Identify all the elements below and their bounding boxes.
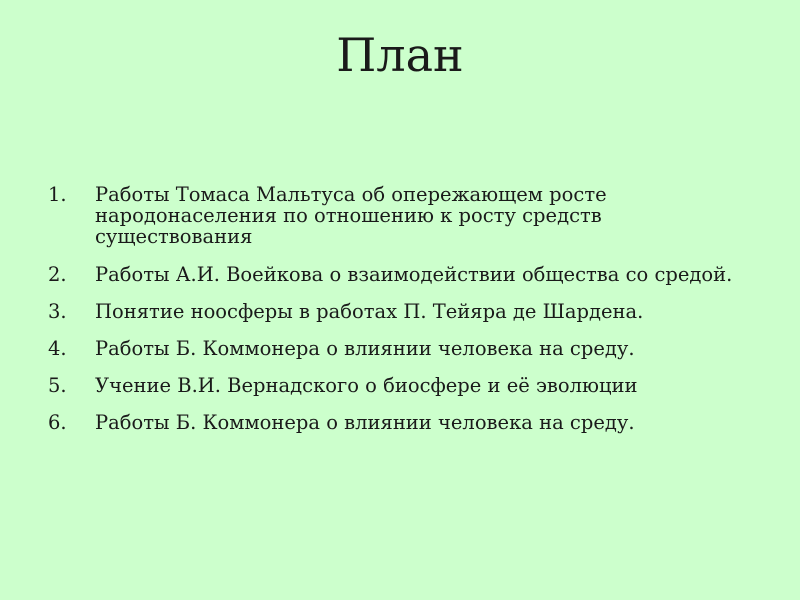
- plan-item-4: [48, 338, 748, 359]
- plan-item-2: [48, 264, 748, 285]
- plan-list: [48, 184, 748, 449]
- plan-item-text: Учение В.И. Вернадского о биосфере и её эволюции: [95, 374, 638, 397]
- plan-item-number: 5.: [48, 374, 67, 397]
- plan-item-text: Работы Б. Коммонера о влиянии человека на среду.: [95, 411, 635, 434]
- plan-item-number: 2.: [48, 263, 67, 286]
- plan-item-number: 4.: [48, 337, 67, 360]
- plan-item-5: [48, 375, 748, 396]
- plan-item-number: 3.: [48, 300, 67, 323]
- plan-item-text: Работы Томаса Мальтуса об опережающем росте народонаселения по отношению к росту средств существования: [95, 183, 607, 248]
- plan-item-3: [48, 301, 748, 322]
- plan-item-text: Понятие ноосферы в работах П. Тейяра де Шардена.: [95, 300, 644, 323]
- plan-item-6: [48, 412, 748, 433]
- plan-item-text: Работы А.И. Воейкова о взаимодействии общества со средой.: [95, 263, 733, 286]
- plan-item-number: 6.: [48, 411, 67, 434]
- plan-item-1: [48, 184, 748, 247]
- slide-title: План: [336, 28, 464, 82]
- plan-item-number: 1.: [48, 183, 67, 206]
- plan-item-text: Работы Б. Коммонера о влиянии человека на среду.: [95, 337, 635, 360]
